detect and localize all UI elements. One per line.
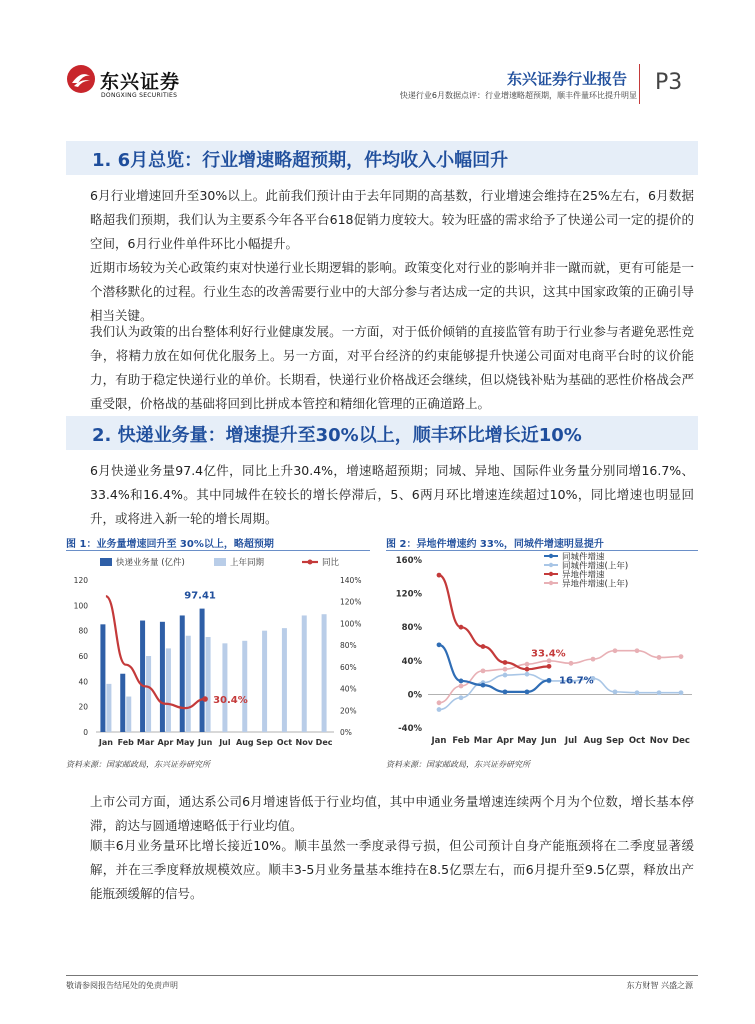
line-inter-city-prior-point: [437, 700, 442, 705]
section-title-2: 2. 快递业务量：增速提升至30%以上，顺丰环比增长近10%: [92, 425, 582, 446]
data-label-yoy: 30.4%: [213, 694, 248, 706]
line-inter-city-point: [459, 625, 464, 630]
x-tick-label: Mar: [136, 738, 155, 747]
legend-swatch-volume: [100, 558, 112, 566]
bar-volume: [180, 615, 185, 732]
x-tick-label: Jul: [219, 738, 231, 747]
bar-prior-year: [262, 631, 267, 732]
line-inter-city-prior-point: [679, 654, 684, 659]
bar-volume: [200, 609, 205, 732]
line-intra-city-point: [437, 642, 442, 647]
y-tick-label-left: 100: [73, 601, 88, 611]
y-tick-label-left: 0: [83, 728, 88, 737]
report-subtitle: 快递行业6月数据点评：行业增速略超预期，顺丰件量环比提升明显: [399, 91, 637, 100]
x-tick-label: Jun: [541, 736, 557, 746]
line-inter-city-point: [503, 660, 508, 665]
legend-label-line-intra-city-prior: 同城件增速(上年): [562, 561, 629, 572]
y-tick-label-right: 60%: [340, 662, 357, 672]
footer-disclaimer: 敬请参阅报告结尾处的免责声明: [66, 981, 178, 990]
line-intra-city-point: [503, 689, 508, 694]
legend-label-yoy: 同比: [322, 558, 340, 568]
x-tick-label: Jan: [431, 736, 447, 746]
figure-2-chart: [386, 552, 698, 752]
y-tick-label-right: 40%: [340, 684, 357, 694]
figure-1-chart: [66, 552, 370, 752]
line-inter-city-point: [547, 664, 552, 669]
yoy-point: [202, 696, 208, 702]
footer-slogan: 东方财智 兴盛之源: [626, 981, 693, 990]
section-heading-2: [66, 416, 698, 450]
y-tick-label-left: 60: [78, 652, 88, 661]
y-tick-label-left: 80: [78, 626, 88, 636]
section-heading-1: [66, 141, 698, 175]
figure-1-source: 资料来源：国家邮政局，东兴证券研究所: [66, 760, 210, 769]
x-tick-label: Oct: [276, 738, 293, 747]
x-tick-label: May: [517, 736, 537, 746]
paragraph: 上市公司方面，通达系公司6月增速皆低于行业均值，其中申通业务量增速连续两个月为个位数，增长基本停滞，韵达与圆通增速略低于行业均值。: [90, 794, 694, 833]
figure-2-source: 资料来源：国家邮政局，东兴证券研究所: [386, 760, 530, 769]
bar-prior-year: [186, 636, 191, 732]
x-tick-label: Mar: [473, 736, 493, 746]
x-tick-label: Oct: [628, 736, 646, 746]
line-inter-city-prior-point: [481, 668, 486, 673]
bar-prior-year: [106, 684, 111, 732]
y-tick-label-right: 100%: [340, 619, 362, 629]
bar-prior-year: [166, 648, 171, 732]
line-inter-city-prior-point: [525, 662, 530, 667]
legend-label-line-inter-city-prior: 异地件增速(上年): [562, 579, 629, 590]
line-intra-city-point: [525, 689, 530, 694]
paragraph: 顺丰6月业务量环比增长接近10%。顺丰虽然一季度录得亏损，但公司预计自身产能瓶颈将在二季度显著缓解，并在三季度释放规模效应。顺丰3-5月业务量基本维持在8.5亿票左右，而6月提升至9.5亿票，释放出产能瓶颈缓解的信号。: [90, 838, 694, 901]
bar-prior-year: [146, 656, 151, 732]
bar-volume: [160, 622, 165, 732]
line-inter-city-point: [437, 573, 442, 578]
x-tick-label: Dec: [672, 736, 690, 746]
logo-subtext: DONGXING SECURITIES: [101, 92, 178, 99]
logo-text: 东兴证券: [100, 71, 181, 93]
x-tick-label: May: [176, 738, 195, 747]
paragraph: 6月行业增速回升至30%以上。此前我们预计由于去年同期的高基数，行业增速会维持在25%左右，6月数据略超我们预期，我们认为主要系今年各平台618促销力度较大。较为旺盛的需求给予了快递公司一定的提价的空间，6月行业件单件环比小幅提升。: [90, 188, 694, 251]
line-intra-city-prior-point: [525, 672, 530, 677]
bar-volume: [100, 624, 105, 732]
x-tick-label: Nov: [295, 738, 313, 747]
x-tick-label: Apr: [496, 736, 514, 746]
legend-marker-line-inter-city-prior: [549, 581, 553, 585]
bar-prior-year: [242, 641, 247, 732]
y-tick-label: 160%: [395, 556, 422, 566]
line-inter-city-point: [481, 644, 486, 649]
line-inter-city-prior-point: [635, 648, 640, 653]
legend-marker-line-inter-city: [549, 572, 553, 576]
bar-prior-year: [206, 637, 211, 732]
line-intra-city-prior-point: [613, 689, 618, 694]
legend-swatch-prior-year: [214, 558, 226, 566]
bar-prior-year: [222, 643, 227, 732]
paragraph: 6月快递业务量97.4亿件，同比上升30.4%，增速略超预期；同城、异地、国际件业务量分别同增16.7%、33.4%和16.4%。其中同城件在较长的增长停滞后，5、6两月环比增速连续超过10%，同比增速也明显回升，或将进入新一轮的增长周期。: [90, 463, 694, 526]
line-intra-city-point: [481, 683, 486, 688]
y-tick-label-left: 40: [78, 677, 88, 687]
x-tick-label: Sep: [606, 736, 624, 746]
legend-marker-yoy: [308, 560, 313, 565]
x-tick-label: Nov: [649, 736, 669, 746]
line-inter-city-prior-point: [613, 648, 618, 653]
y-tick-label-left: 20: [78, 702, 88, 712]
paragraph: 近期市场较为关心政策约束对快递行业长期逻辑的影响。政策变化对行业的影响并非一蹴而就，更有可能是一个潜移默化的过程。行业生态的改善需要行业中的大部分参与者达成一定的共识，这其中国家政策的正确引导相当关键。: [90, 260, 694, 323]
paragraph: 我们认为政策的出台整体利好行业健康发展。一方面，对于低价倾销的直接监管有助于行业参与者避免恶性竞争，将精力放在如何优化服务上。另一方面，对平台经济的约束能够提升快递公司面对电商平台时的议价能力，有助于稳定快递行业的单价。长期看，快递行业价格战还会继续，但以烧钱补贴为基础的恶性价格战会严重受限，价格战的基础将回到比拼成本管控和精细化管理的正确道路上。: [90, 324, 694, 411]
y-tick-label: -40%: [398, 724, 422, 734]
legend-label-line-inter-city: 异地件增速: [562, 570, 605, 581]
bar-prior-year: [322, 614, 327, 732]
legend-label-prior-year: 上年同期: [230, 558, 265, 568]
x-tick-label: Feb: [117, 738, 134, 747]
x-tick-label: Apr: [157, 738, 174, 747]
line-inter-city-prior-point: [503, 667, 508, 672]
legend-marker-line-intra-city: [549, 554, 553, 558]
y-tick-label-left: 120: [73, 576, 88, 585]
x-tick-label: Jun: [197, 738, 213, 747]
line-intra-city-prior-point: [459, 695, 464, 700]
x-tick-label: Sep: [256, 738, 274, 747]
legend-label-volume: 快递业务量 (亿件): [116, 558, 185, 568]
line-inter-city-prior-point: [569, 661, 574, 666]
line-intra-city-prior-point: [437, 707, 442, 712]
company-logo-icon: [66, 64, 96, 94]
bar-prior-year: [126, 697, 131, 732]
line-inter-city-prior-point: [459, 684, 464, 689]
y-tick-label-right: 20%: [340, 706, 357, 716]
line-intra-city-point: [547, 678, 552, 683]
section-title-1: 1. 6月总览：行业增速略超预期，件均收入小幅回升: [92, 150, 509, 171]
legend-marker-line-intra-city-prior: [549, 563, 553, 567]
line-intra-city-prior-point: [679, 690, 684, 695]
data-label-intra-city: 16.7%: [559, 675, 594, 687]
y-tick-label-right: 140%: [340, 576, 362, 585]
line-intra-city-prior-point: [657, 690, 662, 695]
footer-divider: [66, 975, 698, 976]
line-intra-city-prior-point: [503, 673, 508, 678]
y-tick-label: 120%: [395, 589, 422, 600]
y-tick-label-right: 120%: [340, 597, 362, 607]
bar-volume: [140, 621, 145, 732]
report-brand: 东兴证券行业报告: [506, 70, 627, 88]
data-label-volume: 97.41: [184, 590, 216, 602]
page-number: P3: [655, 70, 683, 95]
x-tick-label: Jul: [564, 736, 578, 746]
bar-prior-year: [302, 615, 307, 732]
y-tick-label: 0%: [407, 690, 422, 701]
figure-2-title: 图 2：异地件增速约 33%，同城件增速明显提升: [386, 535, 698, 551]
bar-prior-year: [282, 628, 287, 732]
figure-1-title: 图 1：业务量增速回升至 30%以上，略超预期: [66, 535, 370, 551]
x-tick-label: Aug: [235, 738, 254, 747]
line-inter-city-point: [525, 667, 530, 672]
x-tick-label: Feb: [452, 736, 470, 746]
y-tick-label-right: 0%: [340, 728, 352, 737]
data-label-inter-city: 33.4%: [531, 648, 566, 660]
x-tick-label: Dec: [315, 738, 333, 747]
x-tick-label: Aug: [583, 736, 603, 746]
x-tick-label: Jan: [98, 738, 113, 747]
line-intra-city-point: [459, 679, 464, 684]
bar-volume: [120, 674, 125, 732]
header-divider: [639, 64, 640, 104]
line-inter-city-prior-point: [657, 655, 662, 660]
line-intra-city-prior-point: [635, 690, 640, 695]
line-inter-city-prior-point: [591, 657, 596, 662]
y-tick-label: 80%: [401, 623, 422, 634]
y-tick-label-right: 80%: [340, 641, 357, 651]
legend-label-line-intra-city: 同城件增速: [562, 552, 605, 563]
y-tick-label: 40%: [401, 656, 422, 667]
